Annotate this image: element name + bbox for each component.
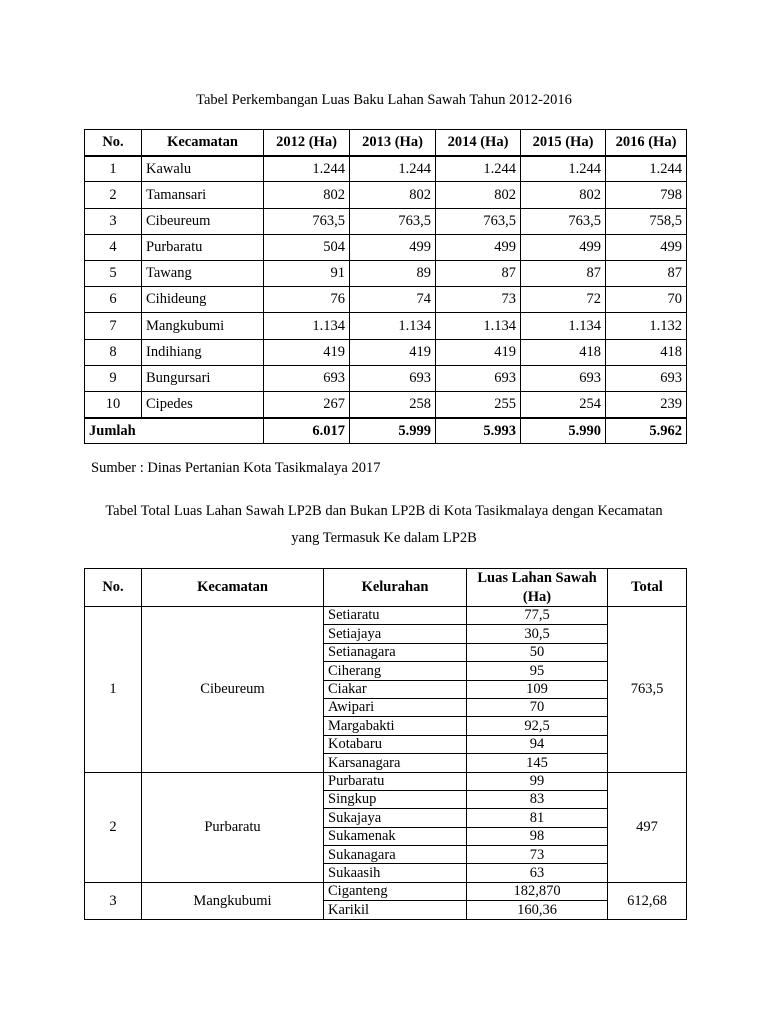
table-cell: Mangkubumi <box>142 313 264 339</box>
table-cell: Purbaratu <box>142 234 264 260</box>
kelurahan-luas: 81 <box>467 809 608 827</box>
table1-header-cell: No. <box>85 130 142 156</box>
table1-header-row <box>85 130 687 156</box>
table-cell: 72 <box>521 287 606 313</box>
table-cell: 758,5 <box>606 208 687 234</box>
kelurahan-luas: 95 <box>467 662 608 680</box>
table-row <box>85 313 687 339</box>
table2-header-cell: Kecamatan <box>142 569 324 607</box>
table-cell: Cihideung <box>142 287 264 313</box>
table1-header-cell: Kecamatan <box>142 130 264 156</box>
group-total: 763,5 <box>608 607 687 773</box>
kelurahan-luas: 99 <box>467 772 608 790</box>
table-row <box>85 260 687 286</box>
table-row <box>85 234 687 260</box>
kelurahan-luas: 70 <box>467 698 608 716</box>
table-row <box>85 182 687 208</box>
kelurahan-name: Sukaasih <box>324 864 467 882</box>
kelurahan-name: Sukamenak <box>324 827 467 845</box>
table2-header-row <box>85 569 687 607</box>
table-cell: 2 <box>85 182 142 208</box>
table-cell: 802 <box>436 182 521 208</box>
table-row <box>85 391 687 417</box>
kelurahan-name: Margabakti <box>324 717 467 735</box>
table-cell: 1.244 <box>264 156 350 182</box>
table-cell: 1.244 <box>350 156 436 182</box>
table1-source: Sumber : Dinas Pertanian Kota Tasikmalaya 2017 <box>91 460 381 476</box>
table-row <box>85 339 687 365</box>
table-cell: 693 <box>436 365 521 391</box>
table-cell: 6 <box>85 287 142 313</box>
table-cell: 73 <box>436 287 521 313</box>
table-cell: Indihiang <box>142 339 264 365</box>
total-value: 5.993 <box>436 418 521 444</box>
table-cell: 10 <box>85 391 142 417</box>
table-cell: 1.134 <box>350 313 436 339</box>
table-cell: 499 <box>606 234 687 260</box>
table-cell: 763,5 <box>521 208 606 234</box>
kelurahan-luas: 145 <box>467 754 608 772</box>
kelurahan-name: Ciganteng <box>324 882 467 900</box>
table-row <box>85 156 687 182</box>
table-cell: Cipedes <box>142 391 264 417</box>
kelurahan-luas: 83 <box>467 790 608 808</box>
kelurahan-luas: 92,5 <box>467 717 608 735</box>
table1-title: Tabel Perkembangan Luas Baku Lahan Sawah Tahun 2012-2016 <box>196 92 572 108</box>
table-cell: 802 <box>350 182 436 208</box>
table-lp2b <box>84 568 687 920</box>
table-cell: 418 <box>606 339 687 365</box>
table1-header-cell: 2012 (Ha) <box>264 130 350 156</box>
table-cell: 419 <box>350 339 436 365</box>
table-cell: 89 <box>350 260 436 286</box>
table-cell: 693 <box>350 365 436 391</box>
table-cell: 3 <box>85 208 142 234</box>
kelurahan-name: Setiajaya <box>324 625 467 643</box>
kelurahan-name: Setianagara <box>324 643 467 661</box>
total-row <box>85 418 687 444</box>
table-cell: 763,5 <box>264 208 350 234</box>
table-cell: 693 <box>264 365 350 391</box>
kelurahan-luas: 63 <box>467 864 608 882</box>
group-number: 3 <box>85 882 142 919</box>
table-cell: 87 <box>521 260 606 286</box>
kelurahan-luas: 30,5 <box>467 625 608 643</box>
table-cell: 8 <box>85 339 142 365</box>
kelurahan-name: Setiaratu <box>324 607 467 625</box>
table-cell: Kawalu <box>142 156 264 182</box>
kelurahan-name: Karikil <box>324 901 467 919</box>
table-cell: 504 <box>264 234 350 260</box>
table-cell: 693 <box>606 365 687 391</box>
total-value: 5.999 <box>350 418 436 444</box>
total-value: 5.990 <box>521 418 606 444</box>
table2-title-line2: yang Termasuk Ke dalam LP2B <box>291 530 477 546</box>
kelurahan-name: Purbaratu <box>324 772 467 790</box>
table-cell: 499 <box>350 234 436 260</box>
table-cell: 499 <box>521 234 606 260</box>
table2-header-cell: No. <box>85 569 142 607</box>
kelurahan-name: Sukajaya <box>324 809 467 827</box>
table1-header-cell: 2016 (Ha) <box>606 130 687 156</box>
table-cell: 7 <box>85 313 142 339</box>
table1-header-cell: 2014 (Ha) <box>436 130 521 156</box>
total-label: Jumlah <box>85 418 264 444</box>
table-row <box>85 287 687 313</box>
table-cell: 1.134 <box>521 313 606 339</box>
kelurahan-luas: 73 <box>467 846 608 864</box>
kelurahan-name: Kotabaru <box>324 735 467 753</box>
kelurahan-name: Karsanagara <box>324 754 467 772</box>
kelurahan-luas: 94 <box>467 735 608 753</box>
table-cell: 1 <box>85 156 142 182</box>
table-cell: 70 <box>606 287 687 313</box>
table-cell: 9 <box>85 365 142 391</box>
kelurahan-luas: 160,36 <box>467 901 608 919</box>
table-cell: 1.244 <box>436 156 521 182</box>
table2-header-cell: Total <box>608 569 687 607</box>
group-kecamatan: Purbaratu <box>142 772 324 882</box>
table-row <box>85 772 687 790</box>
table-row <box>85 365 687 391</box>
kelurahan-name: Ciherang <box>324 662 467 680</box>
table-cell: 239 <box>606 391 687 417</box>
table-cell: 254 <box>521 391 606 417</box>
table-row <box>85 882 687 900</box>
table-cell: 419 <box>436 339 521 365</box>
group-kecamatan: Mangkubumi <box>142 882 324 919</box>
total-value: 6.017 <box>264 418 350 444</box>
group-number: 1 <box>85 607 142 773</box>
group-kecamatan: Cibeureum <box>142 607 324 773</box>
table-cell: 802 <box>521 182 606 208</box>
group-number: 2 <box>85 772 142 882</box>
table-row <box>85 208 687 234</box>
kelurahan-name: Awipari <box>324 698 467 716</box>
table-cell: 258 <box>350 391 436 417</box>
table-cell: Tawang <box>142 260 264 286</box>
group-total: 497 <box>608 772 687 882</box>
table-cell: Bungursari <box>142 365 264 391</box>
kelurahan-luas: 50 <box>467 643 608 661</box>
table-cell: Cibeureum <box>142 208 264 234</box>
table1-header-cell: 2015 (Ha) <box>521 130 606 156</box>
table-cell: 5 <box>85 260 142 286</box>
group-total: 612,68 <box>608 882 687 919</box>
table-cell: 1.244 <box>606 156 687 182</box>
table-cell: 76 <box>264 287 350 313</box>
table-cell: 91 <box>264 260 350 286</box>
table-cell: 4 <box>85 234 142 260</box>
kelurahan-name: Sukanagara <box>324 846 467 864</box>
table-row <box>85 607 687 625</box>
table2-title-line1: Tabel Total Luas Lahan Sawah LP2B dan Bukan LP2B di Kota Tasikmalaya dengan Kecamatan <box>105 503 663 519</box>
table-cell: 763,5 <box>350 208 436 234</box>
table-cell: 499 <box>436 234 521 260</box>
kelurahan-name: Ciakar <box>324 680 467 698</box>
kelurahan-luas: 182,870 <box>467 882 608 900</box>
table-luas-baku-lahan-sawah <box>84 129 687 444</box>
table2-header-cell: Luas Lahan Sawah (Ha) <box>467 569 608 607</box>
table-cell: 418 <box>521 339 606 365</box>
table-cell: 1.132 <box>606 313 687 339</box>
total-value: 5.962 <box>606 418 687 444</box>
table-cell: 255 <box>436 391 521 417</box>
table-cell: 693 <box>521 365 606 391</box>
kelurahan-luas: 98 <box>467 827 608 845</box>
table-cell: 74 <box>350 287 436 313</box>
table2-header-cell: Kelurahan <box>324 569 467 607</box>
kelurahan-luas: 77,5 <box>467 607 608 625</box>
table-cell: 802 <box>264 182 350 208</box>
table-cell: 1.134 <box>436 313 521 339</box>
table-cell: 267 <box>264 391 350 417</box>
table2-body <box>85 607 687 920</box>
table-cell: 87 <box>436 260 521 286</box>
table-cell: 1.244 <box>521 156 606 182</box>
table1-header-cell: 2013 (Ha) <box>350 130 436 156</box>
table1-body <box>85 156 687 444</box>
table-cell: 87 <box>606 260 687 286</box>
table-cell: 419 <box>264 339 350 365</box>
table-cell: 1.134 <box>264 313 350 339</box>
table-cell: 798 <box>606 182 687 208</box>
table-cell: 763,5 <box>436 208 521 234</box>
table-cell: Tamansari <box>142 182 264 208</box>
kelurahan-name: Singkup <box>324 790 467 808</box>
kelurahan-luas: 109 <box>467 680 608 698</box>
